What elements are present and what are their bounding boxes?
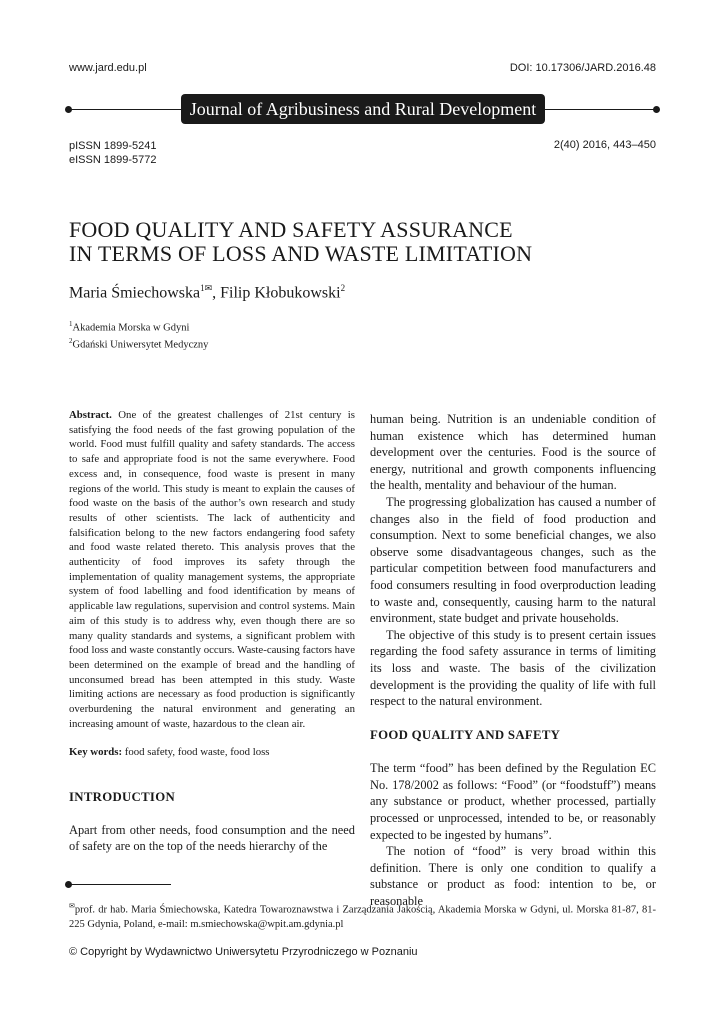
keywords-text: food safety, food waste, food loss — [122, 746, 270, 759]
journal-banner — [181, 94, 545, 124]
food-quality-paragraph-2: The notion of “food” is very broad within this definition. There is only one condition to qualify a substance or product as food: intention to be, or reasonable — [370, 844, 656, 909]
affiliation-1 — [69, 318, 208, 335]
article-title — [69, 218, 532, 266]
affiliations — [69, 318, 208, 351]
introduction-paragraph-1-continued: human being. Nutrition is an undeniable condition of human existence which has determined human development over the centuries. Food is the source of energy, nutritional and growth components influencing the health, mentality and behaviour of the human. — [370, 412, 656, 493]
affiliation-1-text: Akademia Morska w Gdyni — [72, 322, 190, 334]
footnote-rule-dot — [65, 881, 72, 888]
footnote-text: prof. dr hab. Maria Śmiechowska, Katedra Towaroznawstwa i Zarządzania Jakością, Akademia Morska w Gdyni, ul. Morska 81-87, 81-225 Gdynia, Poland, e-mail: m.smiechowska@wpit.am.gdynia.pl — [69, 904, 656, 930]
copyright: © Copyright by Wydawnictwo Uniwersytetu Przyrodniczego w Poznaniu — [69, 946, 418, 958]
abstract-text: One of the greatest challenges of 21st century is satisfying the food needs of the fast growing population of the world. Food must fulfill quality and safety standards. The access to safe and appropriate food is not the same everywhere. Food excess and, in consequence, food waste is present in many regions of the world. This study is meant to explain the causes of food waste on the basis of the author’s own research and study results of other scientists. The lack of authenticity and falsification belong to the new factors endangering food safety and food waste related thereto. This analysis proves that the authenticity of food improves its safety through the implementation of quality management systems, the appropriate system of food labelling and food identification by means of applicable law regulations, supervision and control systems. Main aim of this study is to address why, even though there are so many quality standards and systems, a significant problem with food loss and waste constantly occurs. Waste-causing factors have been determined on the example of bread and the handling of unconsumed bread has been attempted in this study. Waste limiting actions are necessary as food production is significantly overburdening the natural environment and generating an increasing amount of waste, hazardous to the clean air. — [69, 409, 355, 730]
authors — [69, 283, 345, 302]
introduction-paragraph-1: Apart from other needs, food consumption and the need of safety are on the top of the needs hierarchy of the — [69, 822, 355, 854]
abstract-label: Abstract. — [69, 409, 112, 421]
affiliation-1-sup: 1 — [69, 320, 73, 328]
issn-block — [69, 139, 156, 167]
journal-url[interactable]: www.jard.edu.pl — [69, 62, 147, 74]
introduction-paragraph-2: The progressing globalization has caused a number of changes also in the field of food production and consumption. Next to some beneficial changes, we also observe some disadvantageous changes, such as the particular competition between food manufacturers and food consumers resulting in food overproduction leading to waste and, consequently, causing harm to the natural environment, state budget and private households. — [370, 494, 656, 626]
footnote-rule — [69, 884, 171, 885]
introduction-paragraph-3: The objective of this study is to present certain issues regarding the food safety assurance in terms of limiting its loss and waste. The basis of the civilization development is the providing the quality of life with full respect to the natural environment. — [370, 627, 656, 709]
right-column — [370, 411, 656, 910]
keywords-label: Key words: — [69, 746, 123, 759]
keywords — [69, 745, 355, 761]
journal-title: Journal of Agribusiness and Rural Development — [189, 99, 537, 119]
food-quality-paragraph-1: The term “food” has been defined by the Regulation EC No. 178/2002 as follows: “Food” (or “foodstuff”) means any substance or product, whether processed, partially processed or unprocessed, intended to be, or reasonably expected to be ingested by humans”. — [370, 761, 656, 842]
left-column — [69, 408, 355, 855]
affiliation-2 — [69, 335, 208, 352]
author-2-sup: 2 — [340, 283, 346, 293]
introduction-heading: INTRODUCTION — [69, 790, 175, 805]
affiliation-2-sup: 2 — [69, 336, 73, 345]
author-1-sup: 1✉ — [200, 283, 213, 293]
title-line-2: IN TERMS OF LOSS AND WASTE LIMITATION — [69, 241, 533, 266]
header-rule-dot-right — [653, 106, 660, 113]
header-rule-dot-left — [65, 106, 72, 113]
doi[interactable]: DOI: 10.17306/JARD.2016.48 — [509, 62, 656, 74]
author-1: Maria Śmiechowska — [69, 284, 201, 302]
footnote — [69, 899, 656, 932]
abstract — [69, 408, 355, 731]
title-line-1: FOOD QUALITY AND SAFETY ASSURANCE — [69, 217, 513, 242]
food-quality-heading: FOOD QUALITY AND SAFETY — [370, 727, 561, 742]
pissn: pISSN 1899-5241 — [69, 140, 157, 152]
author-2: , Filip Kłobukowski — [212, 284, 341, 302]
issue-info: 2(40) 2016, 443–450 — [553, 139, 656, 151]
footnote-sup: ✉ — [69, 902, 75, 910]
eissn: eISSN 1899-5772 — [69, 154, 157, 166]
affiliation-2-text: Gdański Uniwersytet Medyczny — [72, 339, 209, 350]
